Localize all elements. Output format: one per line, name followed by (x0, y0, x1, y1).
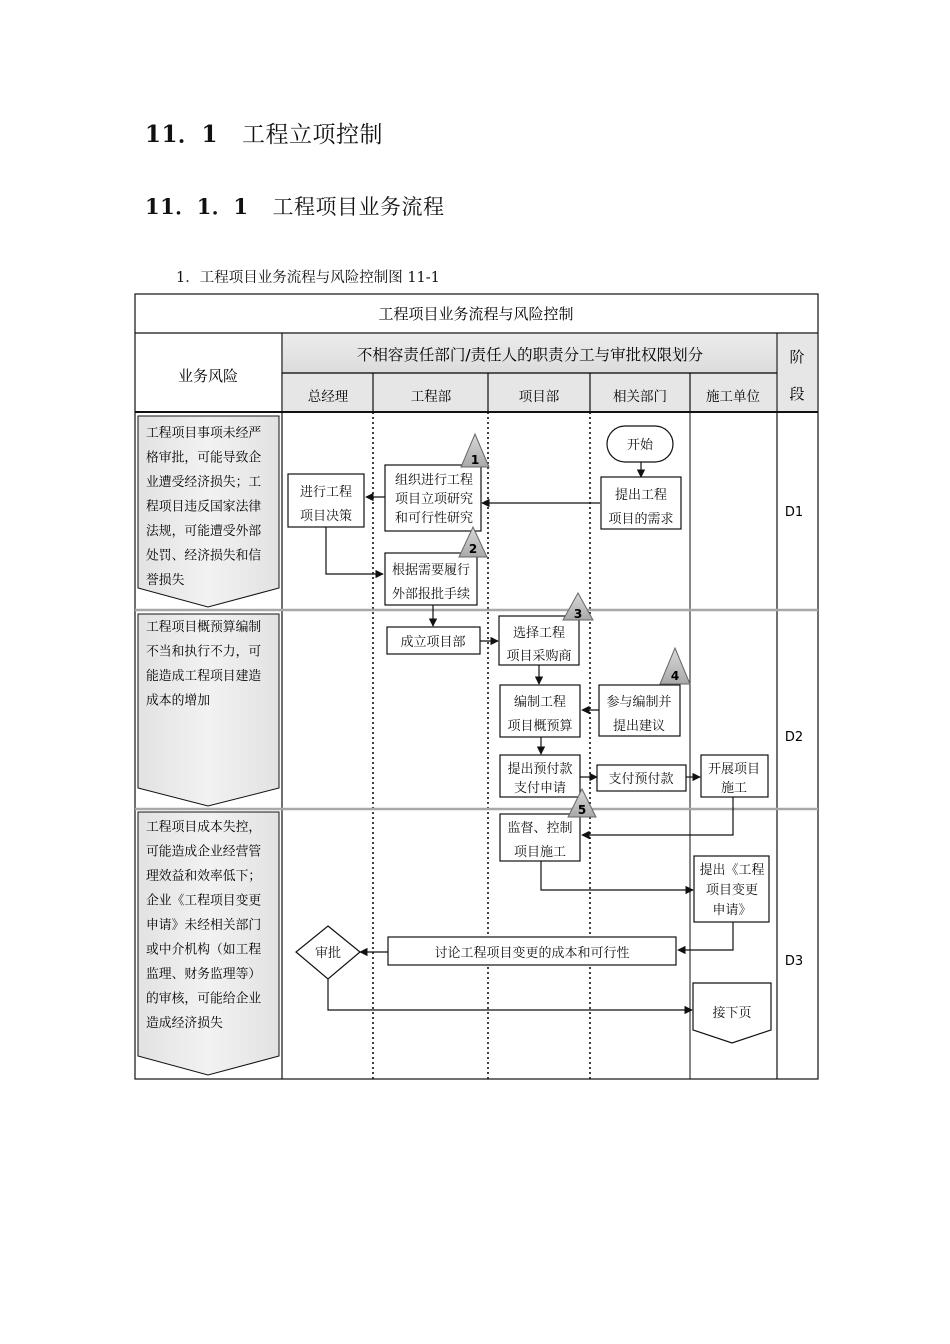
risk-3-line: 或中介机构（如工程 (146, 942, 262, 958)
stage-label-d2: D2 (784, 730, 804, 745)
control-point-3-label: 3 (573, 607, 583, 621)
subsection-title: 工程项目业务流程 (272, 195, 445, 219)
column-header-contractor: 施工单位 (706, 389, 760, 405)
risk-box-2 (138, 614, 279, 806)
column-header-gm: 总经理 (307, 389, 349, 405)
choose-vendor-line1: 选择工程 (512, 626, 566, 641)
column-header-engineering: 工程部 (410, 389, 452, 405)
risk-3-line: 的审核，可能给企业 (146, 991, 262, 1007)
figure-caption: 1．工程项目业务流程与风险控制图 11-1 (176, 270, 440, 286)
participate-line1: 参与编制并 (606, 695, 672, 710)
supervise-line2: 项目施工 (513, 845, 567, 860)
participate-line2: 提出建议 (612, 719, 666, 734)
risk-1-line: 格审批，可能导致企 (146, 450, 262, 466)
column-header-related: 相关部门 (613, 389, 667, 405)
change-request-line2: 项目变更 (705, 883, 759, 898)
gm-decision-line2: 项目决策 (299, 509, 353, 524)
supervise-line1: 监督、控制 (507, 821, 573, 836)
risk-3-line: 企业《工程项目变更 (146, 893, 262, 909)
choose-vendor-line2: 项目采购商 (506, 649, 572, 664)
start-construction-line2: 施工 (720, 781, 748, 796)
stage-header-bottom: 段 (789, 385, 805, 403)
risk-3-line: 监理、财务监理等） (146, 967, 262, 982)
prepare-budget-line2: 项目概预算 (507, 719, 573, 734)
risk-3-line: 工程项目成本失控， (146, 820, 262, 835)
section-number: 11．1 (145, 121, 219, 148)
risk-2-line: 不当和执行不力，可 (146, 644, 262, 660)
propose-need-line1: 提出工程 (614, 488, 668, 503)
division-header: 不相容责任部门/责任人的职责分工与审批权限划分 (356, 346, 704, 364)
risk-2-line: 成本的增加 (146, 693, 210, 709)
stage-label-d1: D1 (784, 505, 804, 520)
approve-label: 审批 (314, 946, 342, 961)
risk-1-line: 工程项目事项未经严 (146, 426, 262, 441)
control-point-5-label: 5 (577, 803, 587, 817)
control-point-4-label: 4 (670, 669, 680, 683)
flow-node-labels (300, 438, 765, 1021)
section-title: 工程立项控制 (242, 122, 384, 148)
stage-label-d3: D3 (784, 954, 804, 969)
risk-2-line: 工程项目概预算编制 (146, 620, 262, 635)
organize-study-line2: 项目立项研究 (394, 492, 474, 507)
risk-header: 业务风险 (177, 367, 239, 385)
risk-3-line: 造成经济损失 (146, 1016, 223, 1031)
next-page-label: 接下页 (712, 1006, 752, 1021)
stage-header-top: 阶 (789, 348, 805, 366)
control-point-2-label: 2 (468, 542, 478, 556)
risk-1-line: 程项目违反国家法律 (146, 499, 262, 515)
start-label: 开始 (626, 438, 654, 453)
organize-study-line1: 组织进行工程 (394, 473, 474, 488)
table-title: 工程项目业务流程与风险控制 (378, 305, 574, 323)
external-approval-line2: 外部报批手续 (391, 587, 471, 602)
risk-1-line: 法规，可能遭受外部 (146, 524, 262, 539)
prepare-budget-line1: 编制工程 (513, 695, 567, 710)
discuss-change-label: 讨论工程项目变更的成本和可行性 (434, 946, 630, 961)
prepay-request-line2: 支付申请 (513, 781, 567, 796)
risk-1-line: 业遭受经济损失；工 (146, 475, 262, 490)
subsection-number: 11．1．1 (145, 194, 249, 219)
propose-need-line2: 项目的需求 (608, 512, 674, 527)
risk-3-line: 可能造成企业经营管 (146, 844, 262, 860)
risk-1-line: 誉损失 (146, 573, 185, 588)
control-point-1-label: 1 (470, 453, 480, 467)
column-header-project: 项目部 (518, 389, 560, 405)
risk-3-line: 理效益和效率低下； (146, 869, 262, 884)
change-request-line1: 提出《工程 (699, 863, 765, 878)
start-construction-line1: 开展项目 (707, 762, 761, 777)
prepay-request-line1: 提出预付款 (507, 762, 573, 777)
external-approval-line1: 根据需要履行 (391, 563, 471, 578)
risk-2-line: 能造成工程项目建造 (146, 669, 262, 684)
change-request-line3: 申请》 (712, 903, 752, 918)
organize-study-line3: 和可行性研究 (394, 511, 474, 526)
establish-dept-label: 成立项目部 (400, 635, 466, 650)
risk-1-line: 处罚、经济损失和信 (146, 548, 262, 564)
risk-3-line: 申请》未经相关部门 (146, 918, 262, 933)
gm-decision-line1: 进行工程 (299, 485, 353, 500)
pay-prepay-label: 支付预付款 (608, 772, 674, 787)
